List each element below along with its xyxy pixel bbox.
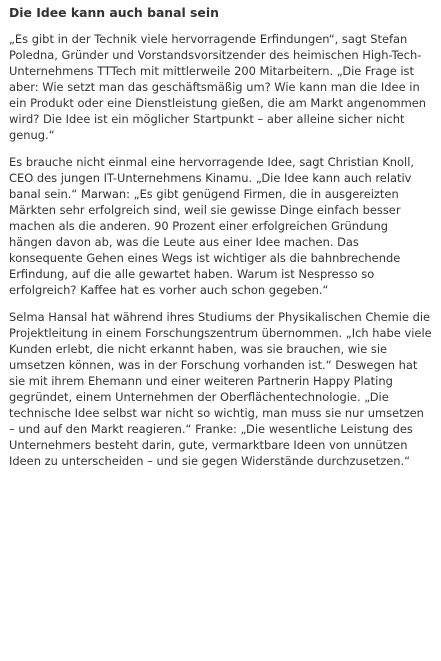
- article-headline: Die Idee kann auch banal sein: [9, 5, 219, 20]
- article-paragraph: Es brauche nicht einmal eine hervorragende Idee, sagt Christian Knoll, CEO des jungen IT-Unternehmens Kinamu. „Die Idee kann auch relativ banal sein.“ Marwan: „Es gibt genügend Firmen, die in ausgereizten Märkten sehr erfolgreich sind, weil sie gewisse Dinge einfach besser machen als die anderen. 90 Prozent einer erfolgreichen Gründung hängen davon ab, was die Leute aus einer Idee machen. Das konsequente Gehen eines Wegs ist wichtiger als die bahnbrechende Erfindung, auf die alle gewartet haben. Warum ist Nespresso so erfolgreich? Kaffee hat es vorher auch schon gegeben.“: [9, 155, 415, 297]
- article-paragraph: Selma Hansal hat während ihres Studiums der Physikalischen Chemie die Projektleitung in einem Forschungszentrum übernommen. „Ich habe viele Kunden erlebt, die nicht erkannt haben, was sie brauchen, wie sie umsetzen können, was in der Forschung vorhanden ist.“ Deswegen hat sie mit ihrem Ehemann und einer weiteren Partnerin Happy Plating gegründet, einem Unternehmen der Oberflächentechnologie. „Die technische Idee selbst war nicht so wichtig, man muss sie nur umsetzen – und auf den Markt reagieren.“ Franke: „Die wesentliche Leistung des Unternehmers besteht darin, gute, vermarktbare Ideen von unnützen Ideen zu unterscheiden – und sie gegen Widerstände durchzusetzen.“: [9, 310, 432, 468]
- article-paragraph: „Es gibt in der Technik viele hervorragende Erfindungen“, sagt Stefan Poledna, Gründer und Vorstandsvorsitzender des heimischen High-Tech-Unternehmens TTTech mit mittlerweile 200 Mitarbeitern. „Die Frage ist aber: Wie setzt man das geschäftsmäßig um? Wie kann man die Idee in ein Produkt oder eine Dienstleistung gießen, die am Markt angenommen wird? Die Idee ist ein möglicher Startpunkt – aber alleine sicher nicht genug.“: [9, 32, 427, 142]
